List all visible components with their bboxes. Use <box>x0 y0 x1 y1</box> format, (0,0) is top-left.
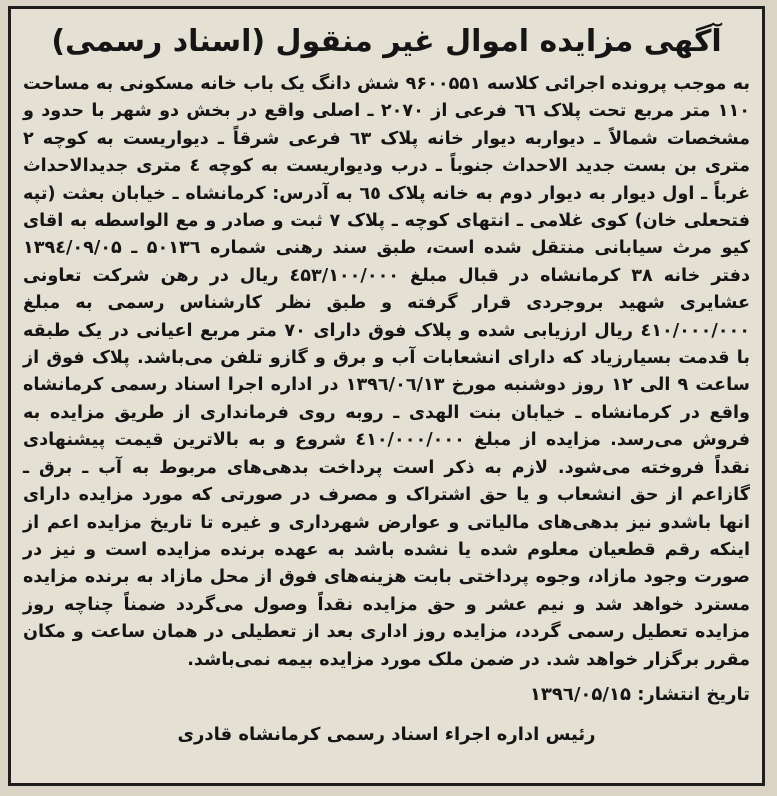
notice-body: به موجب پرونده اجرائی کلاسه ۹۶۰۰۵۵۱ شش دانگ یک باب خانه مسکونی به مساحت ۱۱۰ متر مربع تحت پلاک ٦٦ فرعی از ۲۰۷۰ ـ اصلی واقع در بخش دو شهر با حدود و مشخصات شمالاً ـ دیواربه دیوار خانه پلاک ٦۳ فرعی شرقاً ـ دیواریست به کوچه ۲ متری بن بست جدید الاحداث جنوباً ـ درب ودیواریست به کوچه ٤ متری جدیدالاحداث غرباً ـ اول دیوار به دیوار دوم به خانه پلاک ٦٥ به آدرس: کرمانشاه ـ خیابان بعثت (تپه فتحعلی خان) کوی غلامی ـ انتهای کوچه ـ پلاک ۷ ثبت و صادر و مع الواسطه به اقای کیو مرث سیابانی منتقل شده است، طبق سند رهنی شماره ۵۰۱۳٦ ـ ۱۳۹٤/۰۹/۰۵ دفتر خانه ۳۸ کرمانشاه در قبال مبلغ ٤۵۳/۱۰۰/۰۰۰ ریال در رهن شرکت تعاونی عشایری شهید بروجردی قرار گرفته و طبق نظر کارشناس رسمی به مبلغ ٤۱۰/۰۰۰/۰۰۰ ریال ارزیابی شده و پلاک فوق دارای ۷۰ متر مربع اعیانی در یک طبقه با قدمت بسیارزیاد که دارای انشعابات آب و برق و گازو تلفن می‌باشد. پلاک فوق از ساعت ۹ الی ۱۲ روز دوشنبه مورخ ۱۳۹٦/۰٦/۱۳ در اداره اجرا اسناد رسمی کرمانشاه واقع در کرمانشاه ـ خیابان بنت الهدی ـ روبه روی فرمانداری از طریق مزایده به فروش می‌رسد. مزایده از مبلغ ٤۱۰/۰۰۰/۰۰۰ شروع و به بالاترین قیمت پیشنهادی نقداً فروخته می‌شود. لازم به ذکر است پرداخت بدهی‌های مربوط به آب ـ برق ـ گازاعم از حق انشعاب و یا حق اشتراک و مصرف در صورتی که مورد مزایده دارای انها باشدو نیز بدهی‌های مالیاتی و عوارض شهرداری و غیره تا تاریخ مزایده اعم از اینکه رقم قطعیان معلوم شده یا نشده باشد به عهده برنده مزایده است و نیز در صورت وجود مازاد، وجوه پرداختی بابت هزینه‌های فوق از محل مازاد به برنده مزایده مسترد خواهد شد و نیم عشر و حق مزایده نقداً وصول می‌گردد ضمناً چناچه روز مزایده تعطیل رسمی گردد، مزایده روز اداری بعد از تعطیلی در همان ساعت و مکان مقرر برگزار خواهد شد. در ضمن ملک مورد مزایده بیمه نمی‌باشد. <box>23 74 751 670</box>
publication-date: تاریخ انتشار: ۱۳۹٦/۰۵/۱۵ <box>529 683 750 705</box>
notice-title: آگهی مزایده اموال غیر منقول (اسناد رسمی) <box>51 24 722 59</box>
signature: رئیس اداره اجراء اسناد رسمی کرمانشاه قادری <box>177 723 596 745</box>
notice-panel <box>8 6 765 786</box>
